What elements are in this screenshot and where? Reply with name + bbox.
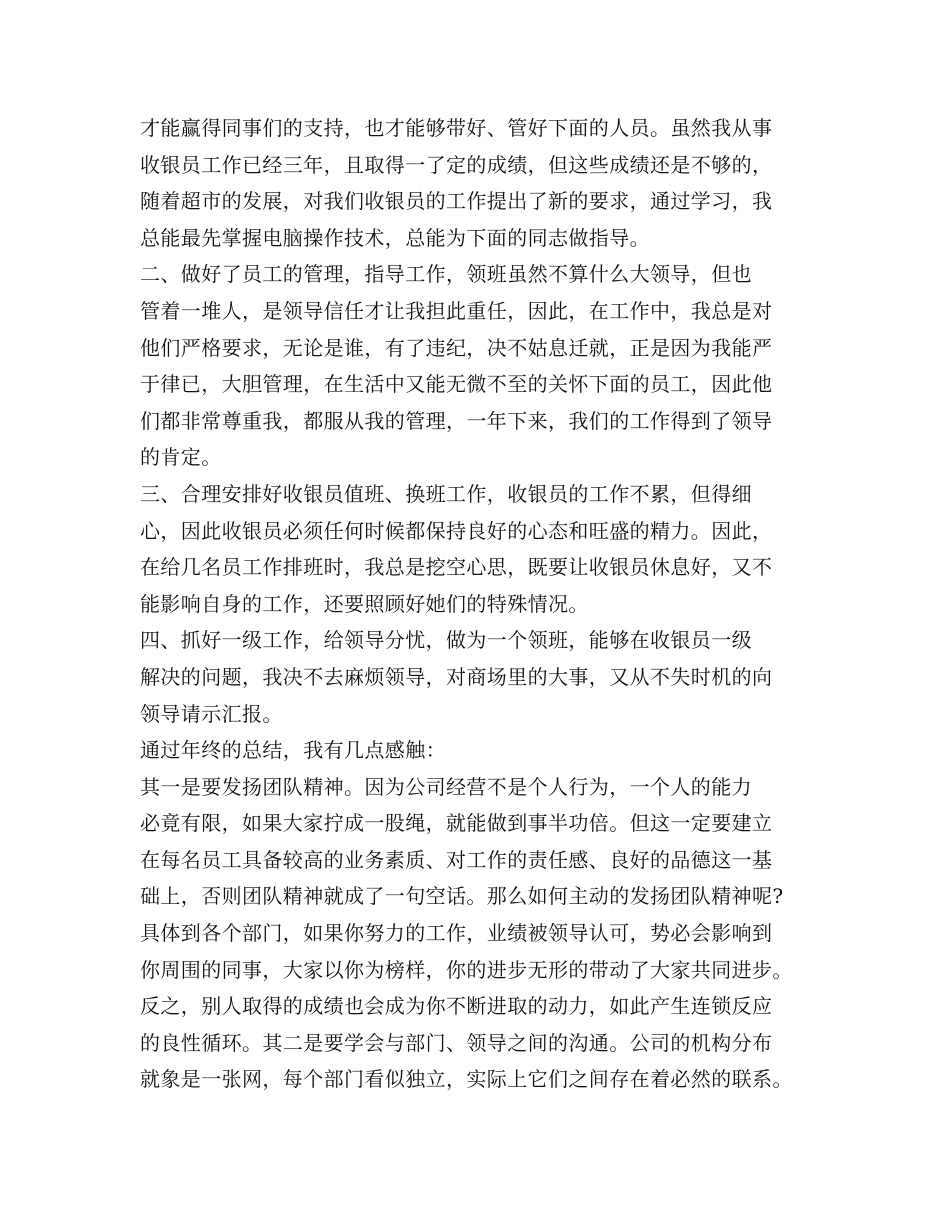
text-line: 四、抓好一级工作，给领导分忧，做为一个领班，能够在收银员一级 <box>140 628 752 653</box>
text-line: 管着一堆人，是领导信任才让我担此重任，因此，在工作中，我总是对 <box>140 298 773 323</box>
text-line: 领导请示汇报。 <box>140 701 283 726</box>
text-line: 随着超市的发展，对我们收银员的工作提出了新的要求，通过学习，我 <box>140 189 773 214</box>
text-line: 在给几名员工作排班时，我总是挖空心思，既要让收银员休息好，又不 <box>140 555 773 580</box>
text-line: 的肯定。 <box>140 445 222 470</box>
text-line: 收银员工作已经三年，且取得一了定的成绩，但这些成绩还是不够的， <box>140 152 773 177</box>
text-line: 的良性循环。其二是要学会与部门、领导之间的沟通。公司的机构分布 <box>140 1030 773 1055</box>
text-line: 具体到各个部门，如果你努力的工作，业绩被领导认可，势必会影响到 <box>140 921 773 946</box>
text-line: 们都非常尊重我，都服从我的管理，一年下来，我们的工作得到了领导 <box>140 408 773 433</box>
text-line: 通过年终的总结，我有几点感触： <box>140 738 446 763</box>
text-line: 于律已，大胆管理，在生活中又能无微不至的关怀下面的员工，因此他 <box>140 372 773 397</box>
text-line: 你周围的同事，大家以你为榜样，你的进步无形的带动了大家共同进步。 <box>140 957 793 982</box>
text-line: 总能最先掌握电脑操作技术，总能为下面的同志做指导。 <box>140 225 650 250</box>
text-line: 在每名员工具备较高的业务素质、对工作的责任感、良好的品德这一基 <box>140 847 773 872</box>
text-line: 其一是要发扬团队精神。因为公司经营不是个人行为，一个人的能力 <box>140 774 752 799</box>
text-line: 才能赢得同事们的支持，也才能够带好、管好下面的人员。虽然我从事 <box>140 116 773 140</box>
text-line: 就象是一张网，每个部门看似独立，实际上它们之间存在着必然的联系。 <box>140 1067 793 1092</box>
text-line: 三、合理安排好收银员值班、换班工作，收银员的工作不累，但得细 <box>140 481 752 506</box>
text-line: 二、做好了员工的管理，指导工作，领班虽然不算什么大领导，但也 <box>140 262 752 287</box>
document-body <box>140 110 840 1098</box>
text-line: 他们严格要求，无论是谁，有了违纪，决不姑息迁就，正是因为我能严 <box>140 335 773 360</box>
text-line: 必竟有限，如果大家拧成一股绳，就能做到事半功倍。但这一定要建立 <box>140 811 773 836</box>
text-line: 础上，否则团队精神就成了一句空话。那么如何主动的发扬团队精神呢? <box>140 884 784 909</box>
text-line: 解决的问题，我决不去麻烦领导，对商场里的大事，又从不失时机的向 <box>140 664 773 689</box>
text-line: 反之，别人取得的成绩也会成为你不断进取的动力，如此产生连锁反应 <box>140 994 773 1019</box>
text-line: 心，因此收银员必须任何时候都保持良好的心态和旺盛的精力。因此， <box>140 518 773 543</box>
text-line: 能影响自身的工作，还要照顾好她们的特殊情况。 <box>140 591 589 616</box>
